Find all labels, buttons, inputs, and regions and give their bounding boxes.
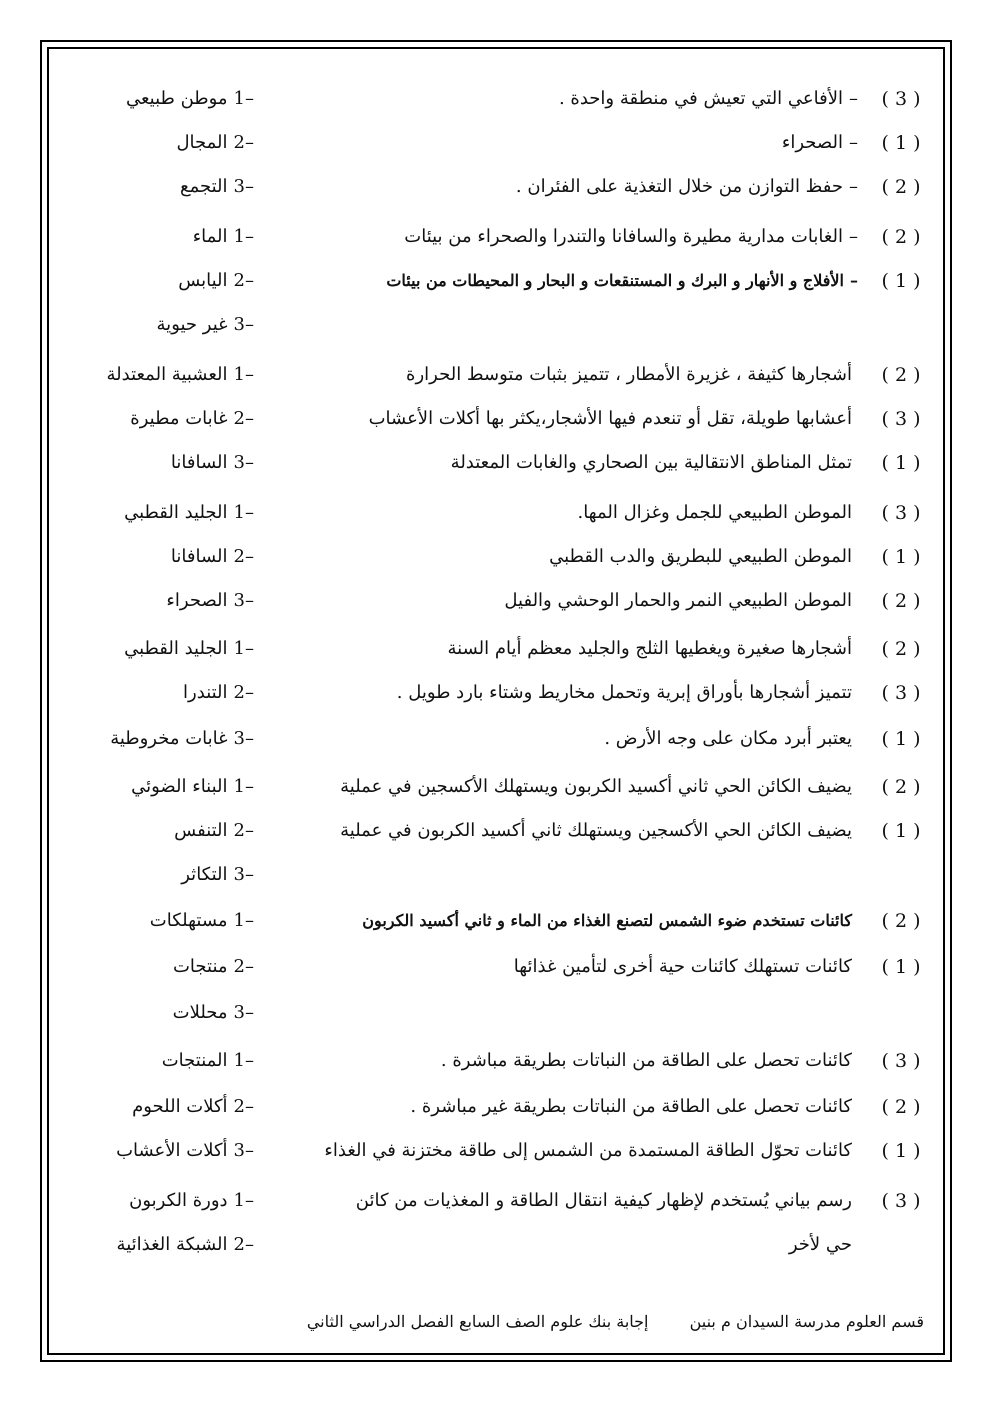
statement-text: الأفاعي التي تعيش في منطقة واحدة . xyxy=(558,88,843,109)
option-number: –1 xyxy=(233,364,254,385)
option-text: غابات مخروطية xyxy=(110,728,228,749)
option xyxy=(193,220,254,254)
option-number: –1 xyxy=(233,776,254,797)
statement-dash: – xyxy=(849,88,858,109)
footer-department: قسم العلوم مدرسة السيدان م بنين xyxy=(689,1312,924,1331)
statement xyxy=(604,722,858,756)
answer-number: ( 3 ) xyxy=(881,1190,921,1212)
statement-text: يضيف الكائن الحي الأكسجين ويستهلك ثاني أكسيد الكربون في عملية xyxy=(340,820,852,841)
match-row xyxy=(0,904,992,938)
option-text: التجمع xyxy=(180,176,228,197)
match-row xyxy=(0,170,992,204)
statement xyxy=(852,996,858,1030)
option xyxy=(174,814,254,848)
option-number: –1 xyxy=(233,638,254,659)
option-number: –2 xyxy=(233,1234,254,1255)
match-row xyxy=(0,814,992,848)
option-text: موطن طبيعي xyxy=(125,88,228,109)
option-number: –2 xyxy=(233,682,254,703)
statement xyxy=(369,402,858,436)
statement-dash: – xyxy=(849,226,858,247)
option-text: دورة الكربون xyxy=(129,1190,228,1211)
option-text: التندرا xyxy=(183,682,228,703)
match-row xyxy=(0,1134,992,1168)
option xyxy=(162,1044,254,1078)
option xyxy=(178,264,254,298)
statement-text: أشجارها صغيرة ويغطيها الثلج والجليد معظم أيام السنة xyxy=(447,638,852,659)
statement xyxy=(362,904,858,938)
option-text: الجليد القطبي xyxy=(124,502,228,523)
statement-text: يضيف الكائن الحي ثاني أكسيد الكربون ويستهلك الأكسجين في عملية xyxy=(340,776,852,797)
answer-number: ( 1 ) xyxy=(881,1140,921,1162)
option xyxy=(183,676,254,710)
match-row xyxy=(0,220,992,254)
option xyxy=(181,858,254,892)
match-row xyxy=(0,1044,992,1078)
answer-number: ( 2 ) xyxy=(881,1096,921,1118)
statement xyxy=(404,220,858,254)
option-number: –1 xyxy=(233,88,254,109)
option-text: السافانا xyxy=(170,452,228,473)
option-number: –3 xyxy=(233,1002,254,1023)
answer-number: ( 2 ) xyxy=(881,910,921,932)
option-text: التنفس xyxy=(174,820,228,841)
option-number: –1 xyxy=(233,502,254,523)
option-text: أكلات الأعشاب xyxy=(116,1140,228,1161)
option xyxy=(173,950,254,984)
answer-number: ( 2 ) xyxy=(881,364,921,386)
statement xyxy=(504,584,858,618)
match-row xyxy=(0,1090,992,1124)
answer-number: ( 3 ) xyxy=(881,88,921,110)
match-row xyxy=(0,1228,992,1262)
option xyxy=(157,308,254,342)
option xyxy=(131,770,254,804)
statement xyxy=(549,540,858,574)
option-text: البناء الضوئي xyxy=(131,776,228,797)
option-text: العشبية المعتدلة xyxy=(106,364,228,385)
match-row xyxy=(0,264,992,298)
match-row xyxy=(0,496,992,530)
match-row xyxy=(0,950,992,984)
option-number: –1 xyxy=(233,910,254,931)
answer-number: ( 2 ) xyxy=(881,226,921,248)
statement xyxy=(410,1090,858,1124)
match-row xyxy=(0,722,992,756)
statement-text: كائنات تحصل على الطاقة من النباتات بطريقة غير مباشرة . xyxy=(410,1096,852,1117)
option-number: –2 xyxy=(233,546,254,567)
statement xyxy=(386,264,858,298)
answer-number: ( 2 ) xyxy=(881,176,921,198)
statement-text: الغابات مدارية مطيرة والسافانا والتندرا والصحراء من بيئات xyxy=(404,226,843,247)
statement-text: أشجارها كثيفة ، غزيرة الأمطار ، تتميز بثبات متوسط الحرارة xyxy=(406,364,852,385)
statement xyxy=(514,950,858,984)
option xyxy=(106,358,254,392)
option-text: الجليد القطبي xyxy=(124,638,228,659)
statement-text: رسم بياني يُستخدم لإظهار كيفية انتقال الطاقة و المغذيات من كائن xyxy=(355,1190,852,1211)
footer-title: إجابة بنك علوم الصف السابع الفصل الدراسي الثاني xyxy=(306,1312,649,1331)
statement xyxy=(516,170,858,204)
match-row xyxy=(0,632,992,666)
footer xyxy=(307,1312,924,1331)
answer-number: ( 2 ) xyxy=(881,590,921,612)
option-text: غير حيوية xyxy=(156,314,228,335)
answer-number: ( 1 ) xyxy=(881,546,921,568)
option xyxy=(171,446,254,480)
option xyxy=(132,1090,254,1124)
statement xyxy=(356,1184,858,1218)
statement-text: يعتبر أبرد مكان على وجه الأرض . xyxy=(604,728,852,749)
statement-text: الموطن الطبيعي النمر والحمار الوحشي والفيل xyxy=(504,590,852,611)
statement-text: الموطن الطبيعي للجمل وغزال المها. xyxy=(577,502,852,523)
answer-number: ( 3 ) xyxy=(881,408,921,430)
match-row xyxy=(0,82,992,116)
option-number: –2 xyxy=(233,132,254,153)
answer-number: ( 1 ) xyxy=(881,452,921,474)
statement-text: الموطن الطبيعي للبطريق والدب القطبي xyxy=(549,546,852,567)
option xyxy=(116,1134,254,1168)
match-row xyxy=(0,996,992,1030)
statement-text: كائنات تحصل على الطاقة من النباتات بطريقة مباشرة . xyxy=(440,1050,852,1071)
statement xyxy=(397,676,858,710)
option xyxy=(173,996,254,1030)
option-number: –3 xyxy=(233,728,254,749)
answer-number: ( 2 ) xyxy=(881,638,921,660)
match-row xyxy=(0,540,992,574)
option xyxy=(117,1228,254,1262)
option-text: اليابس xyxy=(178,270,228,291)
answer-number: ( 1 ) xyxy=(881,728,921,750)
statement xyxy=(782,126,858,160)
match-row xyxy=(0,402,992,436)
option xyxy=(124,496,254,530)
option-text: السافانا xyxy=(170,546,228,567)
match-row xyxy=(0,126,992,160)
option-number: –1 xyxy=(233,226,254,247)
option xyxy=(171,540,254,574)
answer-number: ( 1 ) xyxy=(881,132,921,154)
statement xyxy=(441,1044,858,1078)
option-text: مستهلكات xyxy=(149,910,228,931)
option-number: –1 xyxy=(233,1050,254,1071)
statement-text: حي لأخر xyxy=(788,1234,852,1255)
option xyxy=(129,1184,254,1218)
option-number: –3 xyxy=(233,314,254,335)
match-row xyxy=(0,308,992,342)
statement-text: كائنات تستهلك كائنات حية أخرى لتأمين غذائها xyxy=(513,956,852,977)
answer-number: ( 3 ) xyxy=(881,502,921,524)
option xyxy=(110,722,254,756)
option-text: الماء xyxy=(192,226,228,247)
statement xyxy=(852,308,858,342)
statement-dash: – xyxy=(849,132,858,153)
option xyxy=(126,82,254,116)
option-number: –2 xyxy=(233,270,254,291)
option-text: المنتجات xyxy=(161,1050,228,1071)
statement xyxy=(448,632,859,666)
statement xyxy=(451,446,858,480)
answer-number: ( 1 ) xyxy=(881,956,921,978)
statement-text: الأفلاج و الأنهار و البرك و المستنقعات و البحار و المحيطات من بيئات xyxy=(386,271,844,290)
option-text: التكاثر xyxy=(181,864,228,885)
statement xyxy=(406,358,858,392)
option-text: المجال xyxy=(176,132,228,153)
statement-text: حفظ التوازن من خلال التغذية على الفئران . xyxy=(515,176,843,197)
option-number: –3 xyxy=(233,864,254,885)
option xyxy=(124,632,254,666)
option-text: منتجات xyxy=(172,956,228,977)
match-row xyxy=(0,584,992,618)
option-number: –1 xyxy=(233,1190,254,1211)
answer-number: ( 3 ) xyxy=(881,682,921,704)
statement-text: أعشابها طويلة، تقل أو تنعدم فيها الأشجار،يكثر بها أكلات الأعشاب xyxy=(368,408,852,429)
statement-text: كائنات تحوّل الطاقة المستمدة من الشمس إلى طاقة مختزنة في الغذاء xyxy=(324,1140,852,1161)
statement xyxy=(559,82,858,116)
option-number: –3 xyxy=(233,1140,254,1161)
option-number: –3 xyxy=(233,590,254,611)
statement-dash: – xyxy=(850,271,858,290)
answer-number: ( 2 ) xyxy=(881,776,921,798)
option-text: الشبكة الغذائية xyxy=(116,1234,228,1255)
statement-dash: – xyxy=(849,176,858,197)
option-number: –2 xyxy=(233,408,254,429)
statement-text: تتميز أشجارها بأوراق إبرية وتحمل مخاريط وشتاء بارد طويل . xyxy=(396,682,852,703)
answer-number: ( 1 ) xyxy=(881,270,921,292)
option-number: –2 xyxy=(233,820,254,841)
option-number: –2 xyxy=(233,1096,254,1117)
statement xyxy=(340,770,858,804)
answer-number: ( 1 ) xyxy=(881,820,921,842)
option xyxy=(130,402,254,436)
option-text: الصحراء xyxy=(166,590,228,611)
statement xyxy=(340,814,858,848)
option xyxy=(180,170,254,204)
option xyxy=(150,904,254,938)
statement xyxy=(577,496,858,530)
statement-text: الصحراء xyxy=(781,132,843,153)
option-text: أكلات اللحوم xyxy=(132,1096,228,1117)
statement xyxy=(324,1134,858,1168)
match-row xyxy=(0,770,992,804)
statement xyxy=(852,858,858,892)
option-number: –2 xyxy=(233,956,254,977)
option-text: غابات مطيرة xyxy=(130,408,228,429)
option-number: –3 xyxy=(233,176,254,197)
option-text: محللات xyxy=(172,1002,228,1023)
option xyxy=(166,584,254,618)
statement xyxy=(789,1228,858,1262)
match-row xyxy=(0,676,992,710)
option xyxy=(176,126,254,160)
statement-text: كائنات تستخدم ضوء الشمس لتصنع الغذاء من الماء و ثاني أكسيد الكربون xyxy=(362,911,852,930)
match-row xyxy=(0,358,992,392)
option-number: –3 xyxy=(233,452,254,473)
statement-text: تمثل المناطق الانتقالية بين الصحاري والغابات المعتدلة xyxy=(450,452,852,473)
answer-number: ( 3 ) xyxy=(881,1050,921,1072)
match-row xyxy=(0,858,992,892)
match-row xyxy=(0,446,992,480)
match-row xyxy=(0,1184,992,1218)
